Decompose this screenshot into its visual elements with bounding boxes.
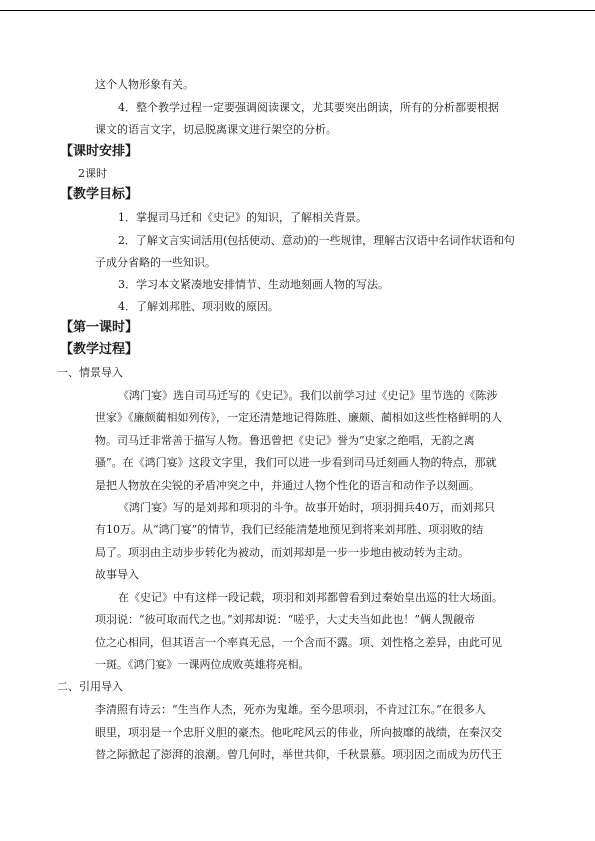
paragraph-line: 在《史记》中有这样一段记载，项羽和刘邦都曾看到过秦始皇出巡的壮大场面。 bbox=[118, 591, 503, 604]
paragraph-line: 4．整个教学过程一定要强调阅读课文，尤其要突出朗读，所有的分析都要根据 bbox=[118, 101, 499, 114]
paragraph-line: 物。司马迁非常善于描写人物。鲁迅曾把《史记》誉为“史家之绝唱，无韵之离 bbox=[95, 434, 475, 447]
paragraph-line: 《鸿门宴》写的是刘邦和项羽的斗争。故事开始时，项羽拥兵40万，而刘邦只 bbox=[118, 501, 495, 514]
paragraph-line: 世家》《廉颇蔺相如列传》，一定还清楚地记得陈胜、廉颇、蔺相如这些性格鲜明的人 bbox=[95, 411, 502, 424]
paragraph-line: 眼里，项羽是一个忠肝义胆的豪杰。他叱咤风云的伟业，所向披靡的战绩，在秦汉交 bbox=[95, 726, 502, 739]
paragraph-line: 局了。项羽由主动步步转化为被动，而刘邦却是一步一步地由被动转为主动。 bbox=[95, 546, 469, 559]
paragraph-line: 李清照有诗云：“生当作人杰，死亦为鬼雄。至今思项羽，不肯过江东。”在很多人 bbox=[95, 703, 486, 716]
list-item: 3．学习本文紧凑地安排情节、生动地刻画人物的写法。 bbox=[118, 278, 389, 291]
paragraph-line: 课文的语言文字，切忌脱离课文进行架空的分析。 bbox=[95, 123, 337, 136]
paragraph-line: 2课时 bbox=[78, 167, 107, 180]
subsection-heading: 一、情景导入 bbox=[57, 366, 123, 379]
paragraph-line: 一斑。《鸿门宴》一课两位成败英雄将亮相。 bbox=[95, 658, 310, 671]
list-item: 4．了解刘邦胜、项羽败的原因。 bbox=[118, 300, 279, 313]
paragraph-line: 是把人物放在尖锐的矛盾冲突之中，并通过人物个性化的语言和动作予以刻画。 bbox=[95, 479, 480, 492]
paragraph-line: 《鸿门宴》选自司马迁写的《史记》。我们以前学习过《史记》里节选的《陈涉 bbox=[118, 389, 498, 402]
section-heading: 【教学过程】 bbox=[60, 342, 139, 357]
section-heading: 【课时安排】 bbox=[60, 144, 139, 159]
paragraph-line: 项羽说：“彼可取而代之也。”刘邦却说：“嗟乎，大丈夫当如此也！”俩人觊觎帝 bbox=[95, 613, 475, 626]
paragraph-line: 骚”。在《鸿门宴》这段文字里，我们可以进一步看到司马迁刻画人物的特点，那就 bbox=[95, 456, 497, 469]
subsection-heading: 二、引用导入 bbox=[57, 680, 123, 693]
list-item: 2．了解文言实词活用(包括使动、意动)的一些规律，理解古汉语中名词作状语和句 bbox=[118, 234, 515, 247]
paragraph-line: 这个人物形象有关。 bbox=[95, 78, 194, 91]
paragraph-line: 子成分省略的一些知识。 bbox=[95, 256, 216, 269]
paragraph-line: 替之际掀起了澎湃的浪潮。曾几何时，举世共仰，千秋景慕。项羽因之而成为历代王 bbox=[95, 748, 502, 761]
section-heading: 【第一课时】 bbox=[60, 320, 139, 335]
paragraph-line: 有10万。从“鸿门宴”的情节，我们已经能清楚地预见到将来刘邦胜、项羽败的结 bbox=[95, 523, 484, 536]
section-heading: 【教学目标】 bbox=[60, 187, 139, 202]
list-item: 1．掌握司马迁和《史记》的知识，了解相关背景。 bbox=[118, 211, 367, 224]
subsection-heading: 故事导入 bbox=[95, 568, 139, 581]
paragraph-line: 位之心相同，但其语言一个率真无忌，一个含而不露。项、刘性格之差异，由此可见 bbox=[95, 636, 502, 649]
